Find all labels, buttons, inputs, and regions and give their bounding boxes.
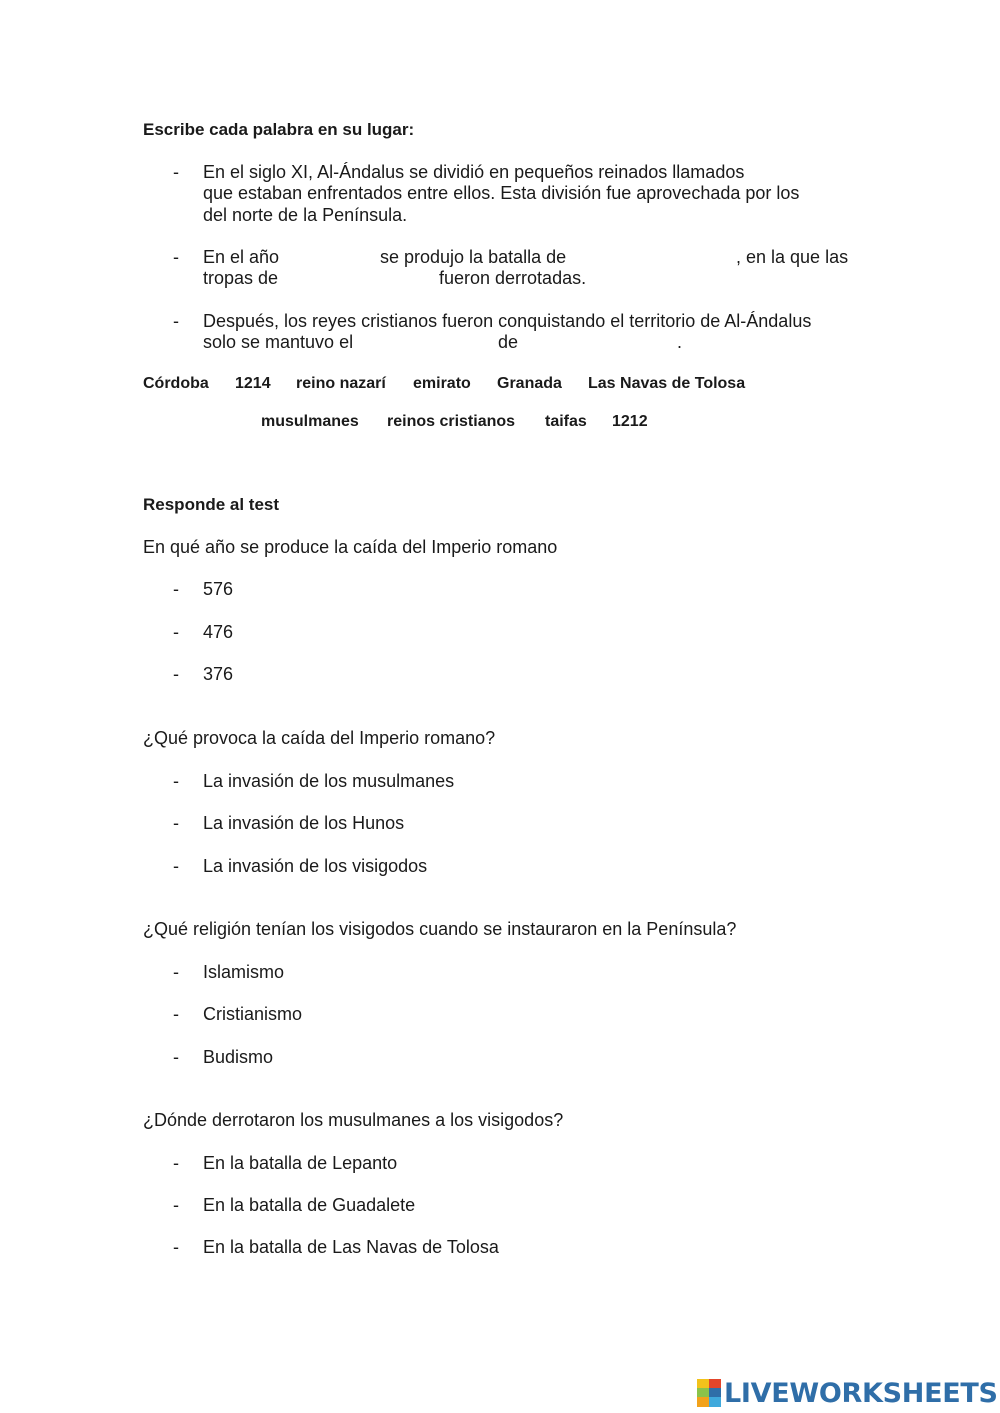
bullet-dash: -: [173, 162, 179, 182]
answer-option[interactable]: Islamismo: [203, 962, 285, 982]
question-text: ¿Dónde derrotaron los musulmanes a los visigodos?: [143, 1110, 564, 1130]
liveworksheets-logo: [697, 1377, 998, 1409]
bullet-dash: -: [173, 311, 179, 331]
answer-option[interactable]: 576: [203, 579, 234, 599]
exercise2-title: Responde al test: [143, 495, 280, 514]
answer-option[interactable]: La invasión de los visigodos: [203, 856, 428, 876]
bullet-dash: -: [173, 771, 179, 791]
exercise1-title: Escribe cada palabra en su lugar:: [143, 120, 415, 139]
answer-option[interactable]: 476: [203, 622, 234, 642]
question-text: ¿Qué provoca la caída del Imperio romano?: [143, 728, 496, 748]
item2-text-5: fueron derrotadas.: [439, 268, 587, 288]
word-bank-item: emirato: [413, 375, 471, 392]
item1-line3: del norte de la Península.: [203, 205, 408, 225]
item3-text-2: de: [498, 332, 519, 352]
bullet-dash: -: [173, 1237, 179, 1257]
liveworksheets-logo-icon: [697, 1379, 721, 1407]
answer-option[interactable]: La invasión de los musulmanes: [203, 771, 455, 791]
bullet-dash: -: [173, 1047, 179, 1067]
item2-text-3: , en la que las: [736, 247, 849, 267]
bullet-dash: -: [173, 1195, 179, 1215]
word-bank-item: Las Navas de Tolosa: [588, 375, 746, 392]
answer-option[interactable]: 376: [203, 664, 234, 684]
word-bank-item: musulmanes: [261, 413, 359, 430]
answer-option[interactable]: En la batalla de Lepanto: [203, 1153, 398, 1173]
item3-text-1: solo se mantuvo el: [203, 332, 354, 352]
answer-option[interactable]: La invasión de los Hunos: [203, 813, 405, 833]
item2-text-4: tropas de: [203, 268, 279, 288]
item1-line1: En el siglo XI, Al-Ándalus se dividió en pequeños reinados llamados: [203, 162, 745, 182]
word-bank-item: Granada: [497, 375, 562, 392]
bullet-dash: -: [173, 856, 179, 876]
word-bank-item: reino nazarí: [296, 375, 386, 392]
word-bank-item: 1212: [612, 413, 648, 430]
bullet-dash: -: [173, 1004, 179, 1024]
bullet-dash: -: [173, 962, 179, 982]
bullet-dash: -: [173, 664, 179, 684]
item2-text-2: se produjo la batalla de: [380, 247, 567, 267]
bullet-dash: -: [173, 579, 179, 599]
word-bank-item: Córdoba: [143, 375, 209, 392]
word-bank-item: 1214: [235, 375, 271, 392]
item1-line2: que estaban enfrentados entre ellos. Esta división fue aprovechada por los: [203, 183, 800, 203]
item3-line1: Después, los reyes cristianos fueron conquistando el territorio de Al-Ándalus: [203, 311, 812, 331]
answer-option[interactable]: En la batalla de Guadalete: [203, 1195, 416, 1215]
item3-text-3: .: [677, 332, 683, 352]
word-bank-item: reinos cristianos: [387, 413, 516, 430]
bullet-dash: -: [173, 813, 179, 833]
answer-option[interactable]: Cristianismo: [203, 1004, 303, 1024]
answer-option[interactable]: En la batalla de Las Navas de Tolosa: [203, 1237, 499, 1257]
bullet-dash: -: [173, 247, 179, 267]
bullet-dash: -: [173, 622, 179, 642]
question-text: ¿Qué religión tenían los visigodos cuando se instauraron en la Península?: [143, 919, 737, 939]
bullet-dash: -: [173, 1153, 179, 1173]
item2-text-1: En el año: [203, 247, 280, 267]
logo-text: LIVEWORKSHEETS: [724, 1377, 998, 1409]
answer-option[interactable]: Budismo: [203, 1047, 274, 1067]
word-bank-item: taifas: [545, 413, 587, 430]
question-text: En qué año se produce la caída del Imperio romano: [143, 537, 558, 557]
